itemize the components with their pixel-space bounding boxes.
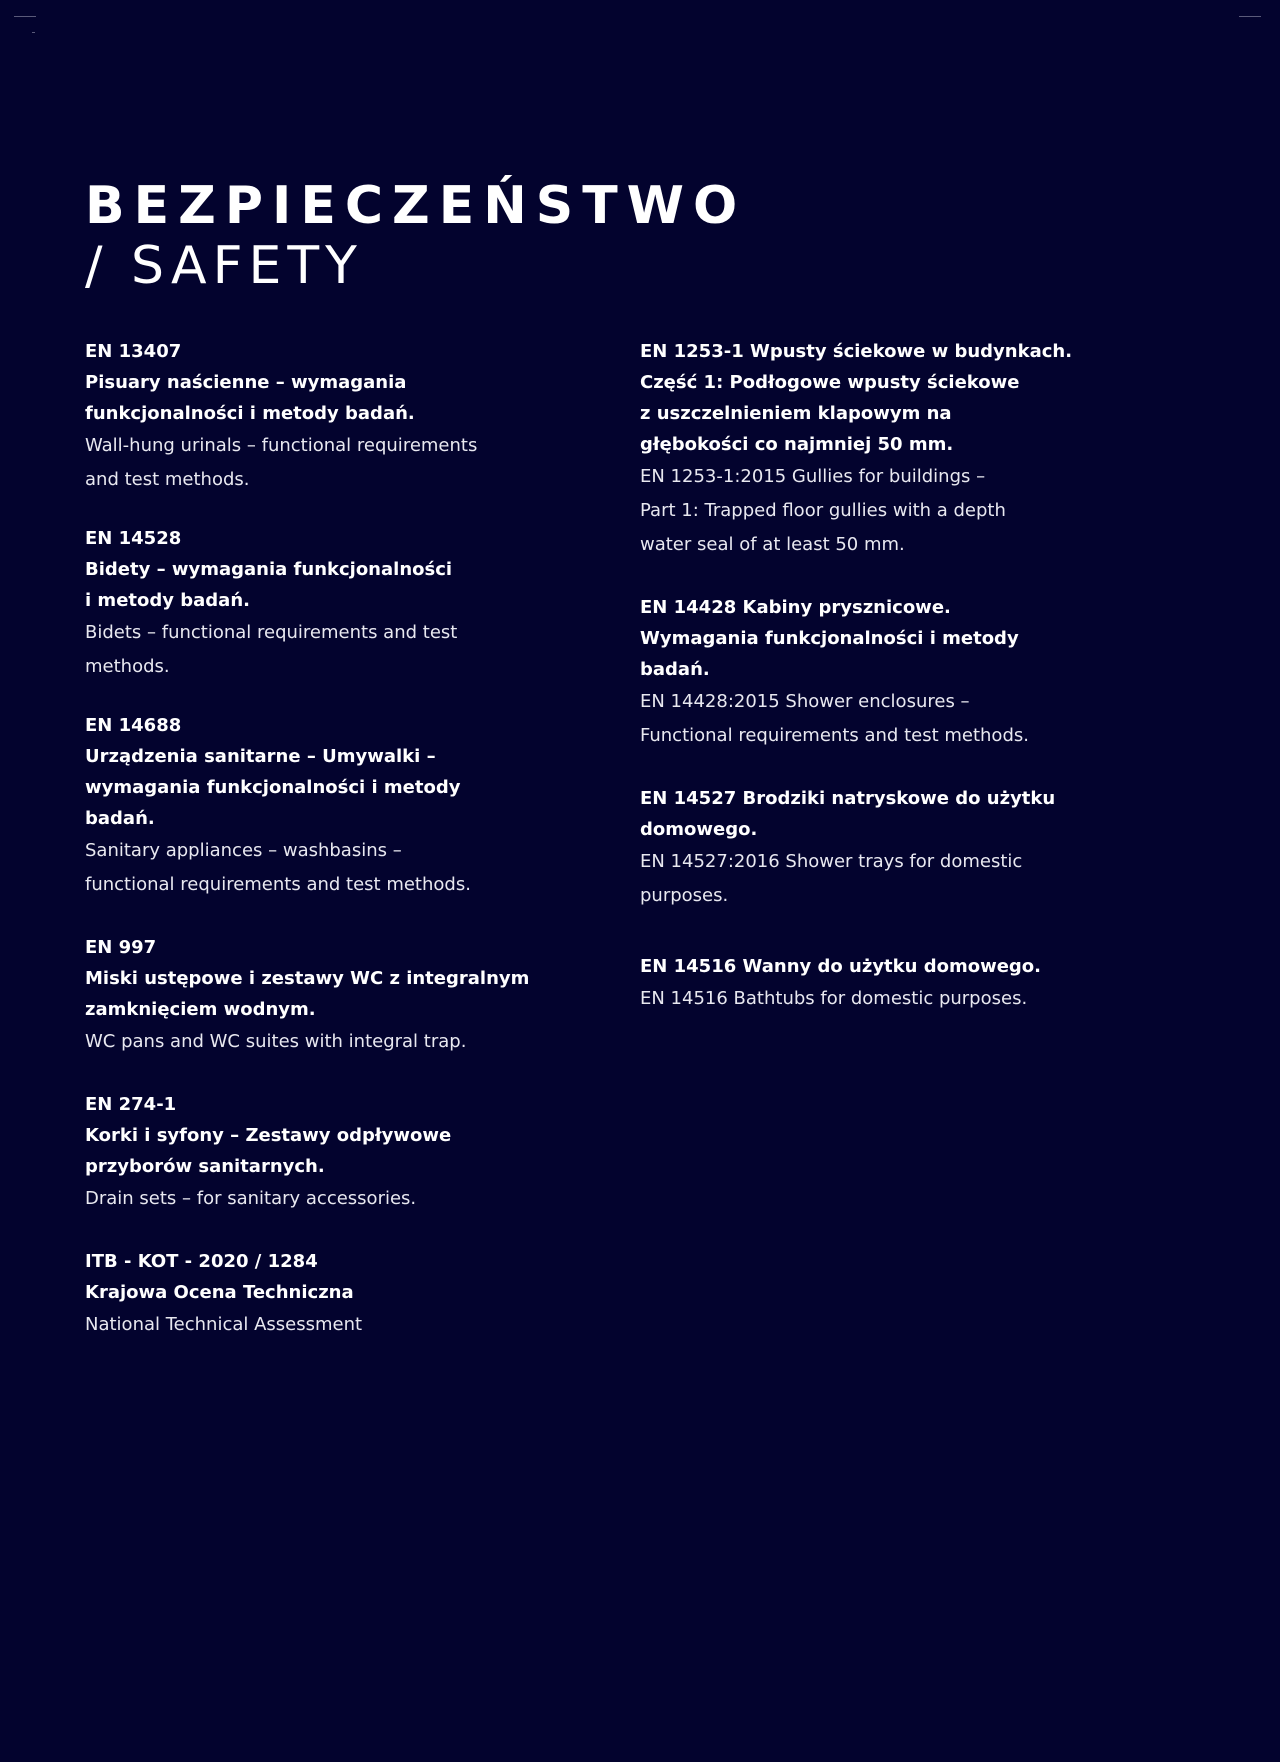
standards-left-column <box>85 336 555 1342</box>
standard-description: EN 1253-1:2015 Gullies for buildings – Part 1: Trapped floor gullies with a depth water seal of at least 50 mm. <box>640 466 1006 555</box>
standards-right-column <box>640 336 1080 1016</box>
standard-description: EN 14428:2015 Shower enclosures – Functional requirements and test methods. <box>640 691 1029 746</box>
standard-heading: EN 14516 Wanny do użytku domowego. <box>640 956 1042 977</box>
page-subtitle: / SAFETY <box>85 236 363 296</box>
standard-description: EN 14516 Bathtubs for domestic purposes. <box>640 988 1028 1009</box>
standard-heading: EN 14528 Bidety – wymagania funkcjonalności i metody badań. <box>85 528 453 611</box>
standard-heading: EN 14428 Kabiny prysznicowe. Wymagania funkcjonalności i metody badań. <box>640 597 1019 680</box>
standard-entry-en-14428 <box>640 592 1080 753</box>
standard-entry-en-274-1 <box>85 1089 555 1216</box>
standard-heading: EN 274-1 Korki i syfony – Zestawy odpływowe przyborów sanitarnych. <box>85 1094 452 1177</box>
standard-description: Bidets – functional requirements and test methods. <box>85 622 458 677</box>
standard-description: EN 14527:2016 Shower trays for domestic purposes. <box>640 851 1023 906</box>
standard-heading: EN 14527 Brodziki natryskowe do użytku domowego. <box>640 788 1056 840</box>
page-title: BEZPIECZEŃSTWO <box>85 176 747 236</box>
title-block <box>85 176 746 296</box>
standard-entry-en-13407 <box>85 336 555 497</box>
standard-entry-en-14527 <box>640 783 1080 913</box>
standard-entry-en-14516 <box>640 951 1080 1016</box>
standard-entry-en-14528 <box>85 523 555 684</box>
standard-heading: EN 997 Miski ustępowe i zestawy WC z integralnym zamknięciem wodnym. <box>85 937 530 1020</box>
standard-heading: EN 1253-1 Wpusty ściekowe w budynkach. Część 1: Podłogowe wpusty ściekowe z uszczelnieniem klapowym na głębokości co najmniej 50 mm. <box>640 341 1073 455</box>
standard-entry-en-14688 <box>85 710 555 902</box>
standard-description: Sanitary appliances – washbasins – functional requirements and test methods. <box>85 840 471 895</box>
crop-mark-top-left <box>14 16 36 17</box>
crop-mark-top-left-small <box>32 32 35 33</box>
standard-entry-en-1253-1 <box>640 336 1080 562</box>
standard-entry-itb-kot <box>85 1246 555 1342</box>
standard-description: Wall-hung urinals – functional requirements and test methods. <box>85 435 478 490</box>
crop-mark-top-right <box>1239 16 1261 17</box>
standard-heading: EN 14688 Urządzenia sanitarne – Umywalki – wymagania funkcjonalności i metody badań. <box>85 715 461 829</box>
standard-heading: EN 13407 Pisuary naścienne – wymagania funkcjonalności i metody badań. <box>85 341 415 424</box>
standard-heading: ITB - KOT - 2020 / 1284 Krajowa Ocena Techniczna <box>85 1251 354 1303</box>
standard-description: Drain sets – for sanitary accessories. <box>85 1188 417 1209</box>
standard-entry-en-997 <box>85 932 555 1059</box>
standard-description: WC pans and WC suites with integral trap. <box>85 1031 467 1052</box>
standard-description: National Technical Assessment <box>85 1314 363 1335</box>
